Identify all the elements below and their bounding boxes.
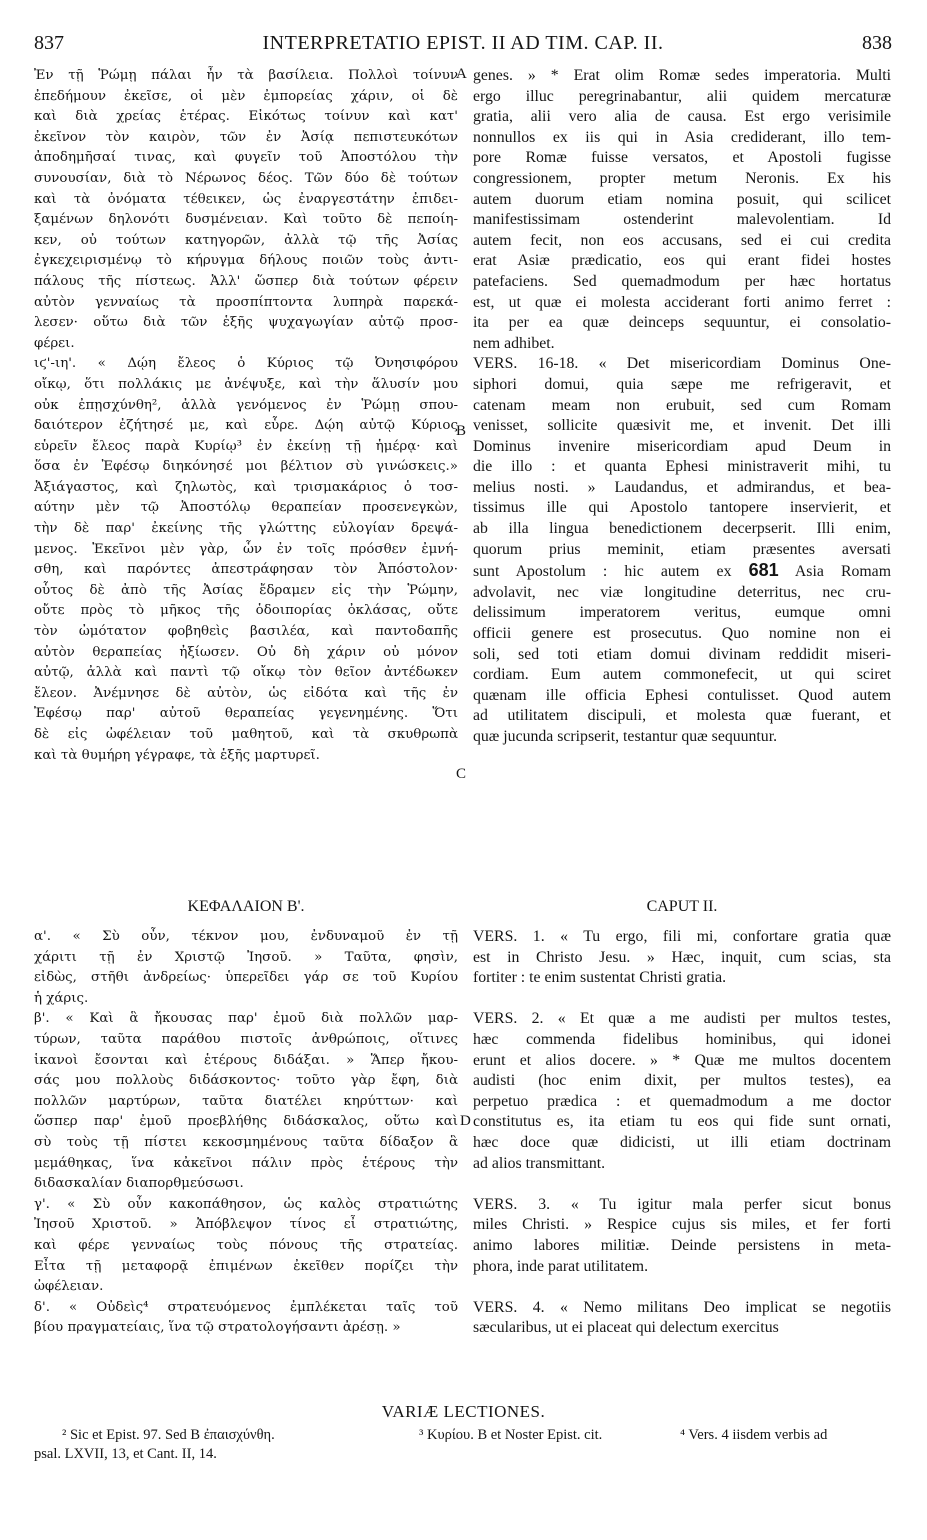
text-line: catenam meam non erubuit, sed cum Romam [473, 396, 891, 414]
text-line: ξαμένων δηλονότι δυσμένειαν. Καὶ τοῦτο δὲ πεποίη- [34, 212, 458, 228]
text-line [473, 1174, 891, 1195]
text-line: χάριτι τῇ ἐν Χριστῷ Ἰησοῦ. » Ταῦτα, φησὶν, [34, 949, 458, 965]
text-line: μενος. Ἐκεῖνοι μὲν γὰρ, ὧν ἐν τοῖς πρόσθεν ἐμνή- [34, 541, 458, 557]
text-line: λεσεν· οὕτω διὰ τῶν ἑξῆς ψυχαγωγίαν αὐτῷ προσ- [34, 315, 458, 331]
text-line: fortiter : te enim sustentat Christi gratia. [473, 969, 727, 987]
text-line: ὥσπερ παρ' ἐμοῦ προεβλήθης διδάσκαλος, οὕτω καὶ [34, 1114, 458, 1130]
text-line [473, 560, 891, 583]
text-line: quæ jucunda scripserit, testantur quæ sequuntur. [473, 728, 778, 745]
text-line: delissimum imperatorem veritus, eumque omni [473, 604, 891, 622]
text-line: ἀποδημῆσαί τινας, καὶ φυγεῖν τοῦ Ἀποστόλου τὴν [34, 150, 458, 166]
text-line: VERS. 3. « Tu igitur mala perfer sicut bonus [473, 1195, 891, 1213]
chapter-heading-latin: CAPUT II. [646, 898, 718, 915]
margin-letter-b: B [456, 423, 467, 439]
text-line: ἡ χάρις. [34, 990, 89, 1006]
text-line: ad utilitatem discipuli, et molesta quæ fuerant, et [473, 707, 891, 725]
text-line: Ἐν τῇ Ῥώμῃ πάλαι ἦν τὰ βασίλεια. Πολλοὶ τοίνυν [34, 68, 458, 83]
text-line: αὐτὸν θεραπείας ἠξίωσεν. Οὐ δὴ χάριν οὐ μόνον [34, 644, 458, 660]
text-line: οὗτος δὲ ἀπὸ τῆς Ἀσίας ἔδραμεν εἰς τὴν Ῥώμην, [34, 582, 458, 598]
text-line: siphori domui, quia sæpe me refrigeravit, et [473, 375, 891, 393]
text-line: venisset, sollicite quæsivit me, et invenit. Det illi [473, 417, 891, 435]
text-line: ita per ea quæ deinceps sequuntur, ei consolatio- [473, 314, 891, 332]
text-line: συνουσίαν, διὰ τὸ Νέρωνος δέος. Τῶν δύο δὲ τούτων [34, 170, 458, 186]
text-line: pore Romæ fuisse versatos, et Apostoli fugisse [473, 149, 891, 167]
text-line: δ'. « Οὐδεὶς⁴ στρατευόμενος ἐμπλέκεται ταῖς τοῦ [34, 1299, 458, 1315]
text-line: τὴν δὲ παρ' ἐκείνης τῆς γλώττης εὐλογίαν δρεψά- [34, 521, 458, 537]
page-marker-681: 681 [748, 560, 779, 581]
text-line: σὺ τοὺς τῇ πίστει κεκοσμημένους ταῦτα δίδαξον ἃ [34, 1134, 458, 1150]
text-line: βίου πραγματείαις, ἵνα τῷ στρατολογήσαντι ἀρέσῃ. » [34, 1320, 401, 1336]
text-line: πολλῶν μαρτύρων, ταῦτα διατέλει κηρύττων· καὶ [34, 1093, 458, 1109]
text-line: audisti (hoc enim dixit, per multos testes), ea [473, 1072, 891, 1090]
text-line: soli, sed toti etiam domui divinam reddidit miseri- [473, 645, 891, 663]
text-line: autem duorum etiam nomina posuit, qui scilicet [473, 190, 891, 208]
text-line: αύτην μὲν τῷ Ἀποστόλῳ θεραπείαν προσενεγκὼν, [34, 500, 458, 516]
text-line: die illo : et quanta Ephesi ministraverit mihi, tu [473, 458, 891, 476]
footnote-2: ² Sic et Epist. 97. Sed B ἐπαισχύνθη. [62, 1427, 275, 1443]
text-line: ἱκανοὶ ἔσονται καὶ ἑτέρους διδάξαι. » Ἅπερ ἤκου- [34, 1052, 458, 1068]
text-line: VERS. 4. « Nemo militans Deo implicat se negotiis [473, 1298, 891, 1316]
text-line: διδασκαλίαν διαπορθμεύσωσι. [34, 1176, 244, 1192]
text-line: Ἐφέσῳ παρ' αὐτοῦ θεραπείας γεγενημένης. Ὅτι [34, 706, 458, 722]
latin-column-top [473, 66, 891, 748]
text-line: ὅσα ἐν Ἐφέσῳ διηκόνησέ μοι βέλτιον σὺ γινώσκεις.» [34, 459, 458, 475]
text-line: πάλους τῆς πίστεως. Ἀλλ' ὥσπερ διὰ τούτων φέρειν [34, 273, 458, 289]
text-line: officii genere est prosecutus. Quo nomine non ei [473, 625, 891, 643]
text-line: erunt et alios docere. » * Quæ me multos docentem [473, 1051, 891, 1069]
text-line: Ἀξιάγαστος, καὶ ζηλωτὸς, καὶ τρισμακάριος ὁ τοσ- [34, 479, 458, 495]
margin-letter-a: A [456, 66, 467, 82]
text-line: erat Asiæ prædicatio, eos qui erant fidei hostes [473, 252, 891, 270]
text-line: constitutus es, ita etiam tu eos qui fide sunt ornati, [473, 1113, 891, 1131]
text-line: cordiam. Eum autem commonefecit, ut qui sciret [473, 666, 891, 684]
text-line: ἐπεδήμουν ἐκεῖσε, οἱ μὲν ἐμπορείας χάριν, οἱ δὲ [34, 88, 458, 104]
text-line: nonnullos ex iis qui in Asia crediderant, illo tem- [473, 128, 891, 146]
text-line: οὔτε πρὸς τὸ μῆκος τῆς ὁδοιπορίας ὀκλάσας, οὔτε [34, 603, 458, 619]
text-line: tissimus ille qui Apostolo tantopere inservierit, et [473, 499, 891, 517]
text-line: Εἶτα τῇ μεταφορᾷ ἐπιμένων ἐκεῖθεν πορίζει τὴν [34, 1258, 458, 1274]
text-line: ad alios transmittant. [473, 1154, 606, 1172]
text-line: sæcularibus, ut ei placeat qui delectum exercitus [473, 1319, 779, 1337]
text-line: patefaciens. Sed quemadmodum per hæc hortatus [473, 272, 891, 290]
text-line: τὸν ὠμότατον φοβηθεὶς βασιλέα, καὶ παντοδαπῆς [34, 624, 458, 640]
margin-letter-c: C [456, 766, 467, 782]
text-line: β'. « Καὶ ἃ ἤκουσας παρ' ἐμοῦ διὰ πολλῶν μαρ- [34, 1011, 458, 1027]
text-line: δὲ εἰς ὠφέλειαν τοῦ μαθητοῦ, καὶ τὰ σκυθρωπὰ [34, 727, 458, 742]
text-line: ἐκεῖνον τὸν καιρὸν, τῶν ἐν Ἀσίᾳ πεπιστευκότων [34, 129, 458, 145]
footnote-4: ⁴ Vers. 4 iisdem verbis ad [680, 1427, 828, 1443]
text-line: ιϛ'-ιη'. « Δῴη ἔλεος ὁ Κύριος τῷ Ὀνησιφόρου [34, 356, 458, 372]
text-line: genes. » * Erat olim Romæ sedes imperatoria. Multi [473, 67, 891, 84]
text-line: phora, inde parat utilitatem. [473, 1257, 649, 1275]
text-line: Dominus invenire misericordiam apud Deum in [473, 437, 891, 455]
margin-letter-d: D [460, 1113, 471, 1129]
text-line: οὐκ ἐπῃσχύνθη², ἀλλὰ γενόμενος ἐν Ῥώμῃ σπου- [34, 397, 458, 413]
page-number-right: 838 [862, 32, 892, 54]
text-line: Ἰησοῦ Χριστοῦ. » Ἀπόβλεψον τίνος εἶ στρατιώτης, [34, 1217, 458, 1233]
text-line: manifestissimam ostenderint malevolentiam. Id [473, 211, 891, 229]
text-line: καὶ τὰ θυμήρη γέγραφε, τὰ ἑξῆς μαρτυρεῖ. [34, 747, 320, 763]
running-header [34, 32, 892, 62]
greek-column-bottom [34, 927, 458, 1339]
text-line: αὐτῷ, ἀλλὰ καὶ παντὶ τῷ οἴκῳ τὸν θεῖον ἀντέδωκεν [34, 665, 458, 681]
text-line: καὶ φέρε γενναίως τοὺς πόνους τῆς στρατείας. [34, 1237, 458, 1253]
text-line: ab illa lingua benedictionem decerpserit. Illi enim, [473, 520, 891, 538]
text-line [473, 989, 891, 1010]
text-line: est, ut quæ ei molesta acciderant forti animo ferret : [473, 293, 891, 311]
text-line: autem fecit, non eos accusans, sed ei cui credita [473, 231, 891, 249]
line-text: sunt Apostolum : hic autem ex [473, 563, 749, 581]
text-line: οἴκῳ, ὅτι πολλάκις με ἀνέψυξε, καὶ τὴν ἅλυσίν μου [34, 376, 458, 392]
text-line: hæc commenda fidelibus hominibus, qui idonei [473, 1030, 891, 1048]
text-line: φέρει. [34, 335, 75, 351]
text-line: congressionem, propter metum Neronis. Ex his [473, 169, 891, 187]
text-line: καὶ διὰ χρείας ἑτέρας. Εἰκότως τοίνυν καὶ κατ' [34, 109, 458, 125]
text-line: α'. « Σὺ οὖν, τέκνον μου, ἐνδυναμοῦ ἐν τῇ [34, 929, 458, 944]
text-line: ergo illuc peregrinabantur, alii quidem mercaturæ [473, 87, 891, 105]
running-title: INTERPRETATIO EPIST. II AD TIM. CAP. II. [262, 32, 664, 54]
text-line: perpetuo prædica : et quemadmodum a me doctor [473, 1092, 891, 1110]
text-line: κεν, οὐ τούτων κατηγορῶν, ἀλλὰ τῷ τῆς Ἀσίας [34, 232, 458, 248]
text-line: animo labores militiæ. Deinde persistens in meta- [473, 1236, 891, 1254]
text-line: μεμάθηκας, ἵνα κἀκεῖνοι πάλιν πρὸς ἑτέρους τὴν [34, 1155, 458, 1171]
page-number-left: 837 [34, 32, 64, 54]
chapter-heading-greek: ΚΕΦΑΛΑΙΟΝ Β'. [187, 898, 305, 915]
text-line: δαιότερον ἐζήτησέ με, καὶ εὗρε. Δῴη αὐτῷ Κύριος [34, 418, 458, 434]
footnote-3: ³ Κυρίου. B et Noster Epist. cit. [419, 1427, 603, 1443]
text-line: καὶ τὰ ὀνόματα τέθεικεν, ὡς ἐναργεστάτην ἐπιδει- [34, 191, 458, 207]
text-line: γ'. « Σὺ οὖν κακοπάθησον, ὡς καλὸς στρατιώτης [34, 1196, 458, 1212]
text-line: melius nosti. » Laudandus, et admirandus, et bea- [473, 478, 891, 496]
latin-column-bottom [473, 927, 891, 1339]
text-line: αὐτὸν γενναίως τὰ προσπίπτοντα λυπηρὰ παρεκά- [34, 294, 458, 310]
text-line: gratia, alii vero alia de causa. Est ergo verisimile [473, 108, 891, 126]
footnote-continuation: psal. LXVII, 13, et Cant. II, 14. [34, 1446, 217, 1462]
text-line: VERS. 16-18. « Det misericordiam Dominus One- [473, 355, 891, 373]
greek-column-top [34, 66, 458, 766]
text-line: VERS. 2. « Et quæ a me audisti per multos testes, [473, 1010, 891, 1028]
text-line: est in Christo Jesu. » Hæc, inquit, cum scias, sta [473, 948, 891, 966]
text-line: εὑρεῖν ἔλεος παρὰ Κυρίῳ³ ἐν ἐκείνῃ τῇ ἡμέρᾳ· καὶ [34, 438, 458, 454]
text-line: quorum prius meminit, etiam præsentes aversati [473, 540, 891, 558]
text-line: ἔλεον. Ἀνέμνησε δὲ αὐτὸν, ὡς εἰδότα καὶ τῆς ἐν [34, 685, 458, 701]
text-line: advolavit, nec viæ longitudine deterritus, nec cru- [473, 583, 891, 601]
text-line: nem adhibet. [473, 334, 555, 352]
text-line: miles Christi. » Respice cujus sis miles, et fer forti [473, 1216, 891, 1234]
text-line: quænam ille officia Ephesi contulisset. Quod autem [473, 686, 891, 704]
text-line: τύρων, ταῦτα παράθου πιστοῖς ἀνθρώποις, οἵτινες [34, 1031, 458, 1047]
text-line: VERS. 1. « Tu ergo, fili mi, confortare gratia quæ [473, 928, 891, 945]
line-text-tail: Asia Romam [778, 563, 891, 581]
text-line [473, 1277, 891, 1298]
text-line: ἐγκεχειρισμένῳ τὸ κήρυγμα δήλους ποιῶν τοὺς ἀντι- [34, 253, 458, 269]
text-line: ὠφέλειαν. [34, 1279, 104, 1295]
text-line: hæc doce quæ didicisti, ut illi etiam doctrinam [473, 1133, 891, 1151]
text-line: σάς μου πολλοὺς διδάσκοντος· τοῦτο γὰρ ἔφη, διὰ [34, 1073, 458, 1089]
text-line: σθη, καὶ παρόντες ἀπεστράφησαν τὸν Ἀπόστολον· [34, 562, 458, 578]
text-line: εἰδὼς, στῆθι ἀνδρείως· ὑπερεῖδει γάρ σε τοῦ Κυρίου [34, 970, 458, 986]
variae-lectiones-heading: VARIÆ LECTIONES. [381, 1402, 546, 1421]
